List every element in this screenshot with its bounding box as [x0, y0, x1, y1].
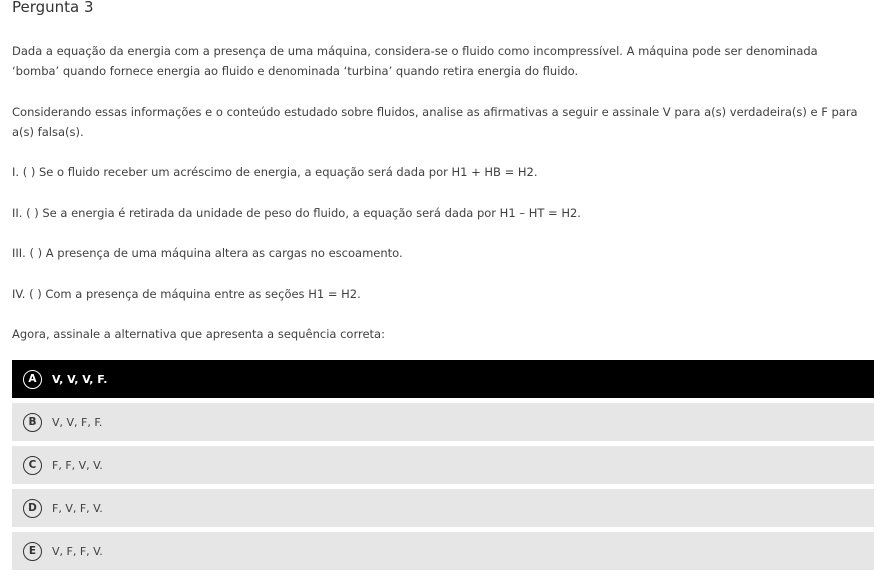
answer-option-d[interactable] — [12, 489, 874, 527]
option-text: V, V, F, F. — [52, 415, 103, 429]
statement-2: II. ( ) Se a energia é retirada da unidade de peso do fluido, a equação será dada por H1 – HT = H2. — [12, 206, 581, 220]
option-letter-badge: E — [23, 542, 42, 561]
statement-3: III. ( ) A presença de uma máquina altera as cargas no escoamento. — [12, 246, 403, 260]
option-text: V, F, F, V. — [52, 544, 103, 558]
answer-option-b[interactable] — [12, 403, 874, 441]
answer-option-a[interactable] — [12, 360, 874, 398]
question-intro — [12, 41, 874, 81]
intro-line-2: ‘bomba’ quando fornece energia ao fluido e denominada ‘turbina’ quando retira energia do fluido. — [12, 64, 579, 78]
option-text: F, F, V, V. — [52, 458, 103, 472]
question-prompt: Agora, assinale a alternativa que apresenta a sequência correta: — [12, 327, 385, 341]
answer-option-c[interactable] — [12, 446, 874, 484]
option-letter-badge: B — [23, 413, 42, 432]
question-instruction — [12, 102, 874, 142]
intro-line-1: Dada a equação da energia com a presença de uma máquina, considera-se o fluido como incompressível. A máquina pode ser denominada — [12, 44, 818, 58]
statement-1: I. ( ) Se o fluido receber um acréscimo de energia, a equação será dada por H1 + HB = H2. — [12, 165, 538, 179]
option-text: V, V, V, F. — [52, 372, 108, 386]
instruction-line-1: Considerando essas informações e o conteúdo estudado sobre fluidos, analise as afirmativas a seguir e assinale V para a(s) verdadeira(s) e F para — [12, 105, 858, 119]
instruction-line-2: a(s) falsa(s). — [12, 125, 84, 139]
answer-option-e[interactable] — [12, 532, 874, 570]
option-letter-badge: D — [23, 499, 42, 518]
option-letter-badge: C — [23, 456, 42, 475]
question-title: Pergunta 3 — [12, 0, 94, 16]
option-text: F, V, F, V. — [52, 501, 103, 515]
statement-4: IV. ( ) Com a presença de máquina entre as seções H1 = H2. — [12, 287, 361, 301]
option-letter-badge: A — [23, 370, 42, 389]
